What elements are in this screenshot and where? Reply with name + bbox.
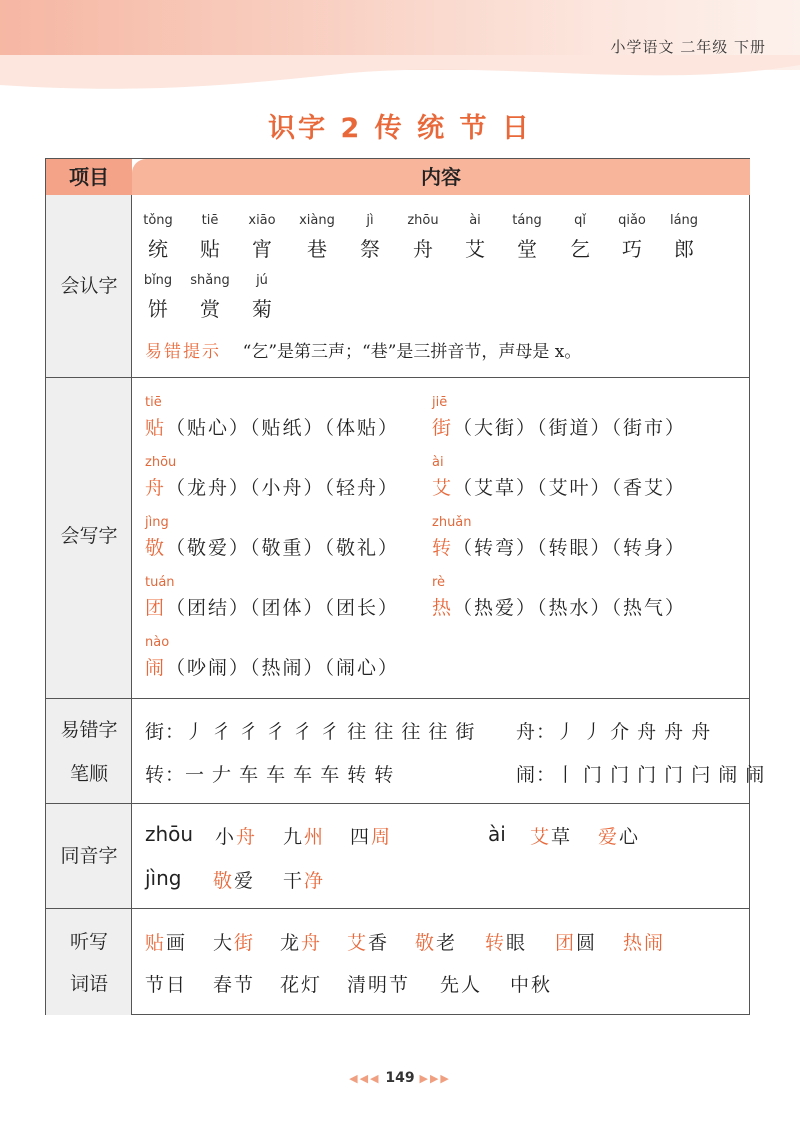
- pinyin-label: tǒng: [143, 213, 173, 228]
- write-word-line: [432, 473, 686, 500]
- write-pinyin: jìng: [145, 515, 169, 530]
- write-pinyin: zhuǎn: [432, 515, 472, 530]
- next-arrows-icon: ▶▶▶: [419, 1072, 451, 1085]
- dictation-word: 花灯: [280, 974, 323, 996]
- homophone-word: 敬爱: [213, 870, 256, 892]
- dictation-word: 转眼: [485, 932, 528, 954]
- write-pinyin: jiē: [432, 395, 448, 410]
- stroke-seq: 一 𠂇 车 车 车 车 转 转: [185, 764, 395, 786]
- write-word-line: [432, 533, 686, 560]
- write-words: （艾草）（艾叶）（香艾）: [453, 477, 687, 499]
- row-label-strokes-2: 笔顺: [69, 763, 108, 785]
- dictation-word: 团圆: [555, 932, 598, 954]
- page-title: 识字 2 传 统 节 日: [268, 113, 532, 144]
- pinyin-label: shǎng: [190, 273, 230, 288]
- recognize-char: 祭: [360, 237, 380, 261]
- write-char: 贴: [145, 417, 167, 439]
- homophone-word: 爱心: [598, 826, 641, 848]
- write-char: 街: [432, 417, 454, 439]
- pinyin-label: táng: [512, 213, 542, 228]
- row-divider: [46, 908, 750, 909]
- write-words: （龙舟）（小舟）（轻舟）: [166, 477, 400, 499]
- dictation-word: 龙舟: [280, 932, 323, 954]
- stroke-seq: 丨 门 门 门 门 闩 闹 闹: [556, 764, 766, 786]
- pinyin-label: bǐng: [143, 273, 173, 288]
- write-word-line: [432, 413, 686, 440]
- stroke-seq: 丿 彳 彳 彳 彳 彳 往 往 往 往 街: [185, 721, 476, 743]
- recognize-char: 堂: [517, 237, 537, 261]
- dictation-word: 清明节: [347, 974, 411, 996]
- dictation-word: 中秋: [510, 974, 553, 996]
- homophone-pinyin: zhōu: [145, 822, 194, 846]
- row-divider: [46, 803, 750, 804]
- stroke-jie: [145, 717, 475, 744]
- stroke-nao: [516, 760, 765, 787]
- row-label-strokes-1: 易错字: [60, 719, 118, 741]
- dictation-word: 大街: [213, 932, 256, 954]
- label-column: [46, 195, 132, 1015]
- write-word-line: [432, 593, 686, 620]
- dictation-word: 艾香: [347, 932, 390, 954]
- pinyin-label: xiàng: [299, 213, 335, 228]
- row-divider: [46, 377, 750, 378]
- tip-line: [145, 337, 581, 362]
- dictation-word: 热闹: [623, 932, 666, 954]
- recognize-char: 统: [148, 237, 168, 261]
- recognize-char: 菊: [252, 297, 272, 321]
- row-label-dictation-1: 听写: [69, 931, 108, 953]
- write-word-line: [145, 413, 399, 440]
- recognize-char: 贴: [200, 237, 220, 261]
- row-divider: [46, 698, 750, 699]
- pinyin-label: ài: [469, 213, 481, 228]
- homophone-word: 九州: [283, 826, 326, 848]
- homophone-word: 艾草: [530, 826, 573, 848]
- page-number-bar: [0, 1070, 800, 1086]
- write-words: （敬爱）（敬重）（敬礼）: [166, 537, 400, 559]
- recognize-char: 舟: [413, 237, 433, 261]
- write-words: （大街）（街道）（街市）: [453, 417, 687, 439]
- recognize-char: 乞: [570, 237, 590, 261]
- homophone-word: 四周: [350, 826, 393, 848]
- pinyin-label: jì: [366, 213, 374, 228]
- row-label-write: 会写字: [60, 525, 118, 547]
- write-pinyin: tuán: [145, 575, 175, 590]
- header-wave: [0, 55, 800, 95]
- recognize-char: 饼: [148, 297, 168, 321]
- stroke-char: 舟：: [516, 721, 557, 743]
- stroke-zhuan: [145, 760, 394, 787]
- write-word-line: [145, 593, 399, 620]
- write-word-line: [145, 473, 399, 500]
- write-char: 热: [432, 597, 454, 619]
- write-words: （转弯）（转眼）（转身）: [453, 537, 687, 559]
- dictation-word: 节日: [145, 974, 188, 996]
- recognize-char: 巧: [622, 237, 642, 261]
- write-word-line: [145, 533, 399, 560]
- tip-label: 易错提示: [145, 342, 221, 362]
- pinyin-label: xiāo: [248, 213, 276, 228]
- write-words: （吵闹）（热闹）（闹心）: [166, 657, 400, 679]
- write-char: 敬: [145, 537, 167, 559]
- stroke-zhou: [516, 717, 711, 744]
- write-pinyin: zhōu: [145, 455, 177, 470]
- page-number: 149: [385, 1070, 415, 1086]
- row-label-dictation-2: 词语: [69, 973, 108, 995]
- dictation-word: 敬老: [415, 932, 458, 954]
- pinyin-label: qǐ: [574, 213, 586, 228]
- write-words: （贴心）（贴纸）（体贴）: [166, 417, 400, 439]
- write-words: （团结）（团体）（团长）: [166, 597, 400, 619]
- write-pinyin: ài: [432, 455, 444, 470]
- write-char: 团: [145, 597, 167, 619]
- homophone-pinyin: ài: [488, 822, 506, 846]
- stroke-char: 转：: [145, 764, 186, 786]
- recognize-char: 巷: [307, 237, 327, 261]
- pinyin-label: qiǎo: [618, 213, 646, 228]
- stroke-seq: 丿 丿 介 舟 舟 舟: [556, 721, 712, 743]
- row-label-homophone: 同音字: [60, 845, 118, 867]
- homophone-word: 小舟: [215, 826, 258, 848]
- dictation-word: 贴画: [145, 932, 188, 954]
- recognize-char: 赏: [200, 297, 220, 321]
- prev-arrows-icon: ◀◀◀: [349, 1072, 381, 1085]
- pinyin-label: láng: [669, 213, 699, 228]
- stroke-char: 闹：: [516, 764, 557, 786]
- write-pinyin: rè: [432, 575, 446, 590]
- pinyin-label: jú: [256, 273, 268, 288]
- recognize-char: 宵: [252, 237, 272, 261]
- write-pinyin: nào: [145, 635, 170, 650]
- write-char: 艾: [432, 477, 454, 499]
- course-label: 小学语文 二年级 下册: [610, 38, 766, 56]
- write-words: （热爱）（热水）（热气）: [453, 597, 687, 619]
- dictation-word: 先人: [440, 974, 483, 996]
- recognize-char: 郎: [674, 237, 694, 261]
- tip-text: “乞”是第三声；“巷”是三拼音节，声母是 x。: [242, 342, 582, 362]
- write-char: 转: [432, 537, 454, 559]
- homophone-word: 干净: [283, 870, 326, 892]
- header-item-label: 项目: [69, 165, 109, 189]
- write-char: 舟: [145, 477, 167, 499]
- write-word-line: [145, 653, 399, 680]
- recognize-char: 艾: [465, 237, 485, 261]
- write-char: 闹: [145, 657, 167, 679]
- pinyin-label: zhōu: [407, 213, 439, 228]
- pinyin-label: tiē: [201, 213, 219, 228]
- dictation-word: 春节: [213, 974, 256, 996]
- homophone-pinyin: jìng: [145, 866, 182, 890]
- stroke-char: 街：: [145, 721, 186, 743]
- write-pinyin: tiē: [145, 395, 162, 410]
- header-content-label: 内容: [421, 165, 461, 189]
- row-label-recognize: 会认字: [60, 275, 118, 297]
